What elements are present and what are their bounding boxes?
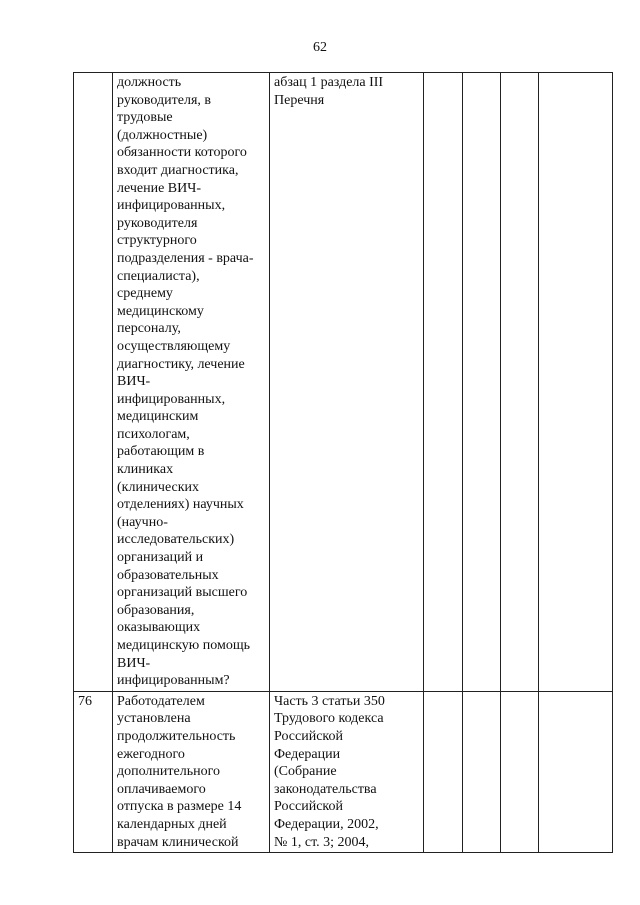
note-cell [539, 691, 613, 852]
page-number: 62 [313, 40, 327, 55]
answer-na-cell [501, 691, 539, 852]
checklist-table [73, 72, 613, 853]
table-row [74, 691, 613, 852]
row-number-cell [74, 73, 113, 692]
table-row [74, 73, 613, 692]
question-cell: должность руководителя, в трудовые (должностные) обязанности которого входит диагностика, лечение ВИЧ- инфицированных, руководителя структурного подразделения - врача- специалиста), среднему медицинскому персоналу, осуществляющему диагностику, лечение ВИЧ- инфицированных, медицинским психологам, работающим в клиниках (клинических отделениях) научных (научно- исследовательских) организаций и образовательных организаций высшего образования, оказывающих медицинскую помощь ВИЧ- инфицированным? [113, 73, 270, 692]
question-cell: Работодателем установлена продолжительность ежегодного дополнительного оплачиваемого отпуска в размере 14 календарных дней врачам клинической [113, 691, 270, 852]
answer-na-cell [501, 73, 539, 692]
answer-yes-cell [424, 73, 463, 692]
reference-cell: абзац 1 раздела III Перечня [270, 73, 424, 692]
answer-no-cell [463, 73, 501, 692]
answer-no-cell [463, 691, 501, 852]
reference-cell: Часть 3 статьи 350 Трудового кодекса Российской Федерации (Собрание законодательства Российской Федерации, 2002, № 1, ст. 3; 2004, [270, 691, 424, 852]
answer-yes-cell [424, 691, 463, 852]
row-number-cell: 76 [74, 691, 113, 852]
note-cell [539, 73, 613, 692]
